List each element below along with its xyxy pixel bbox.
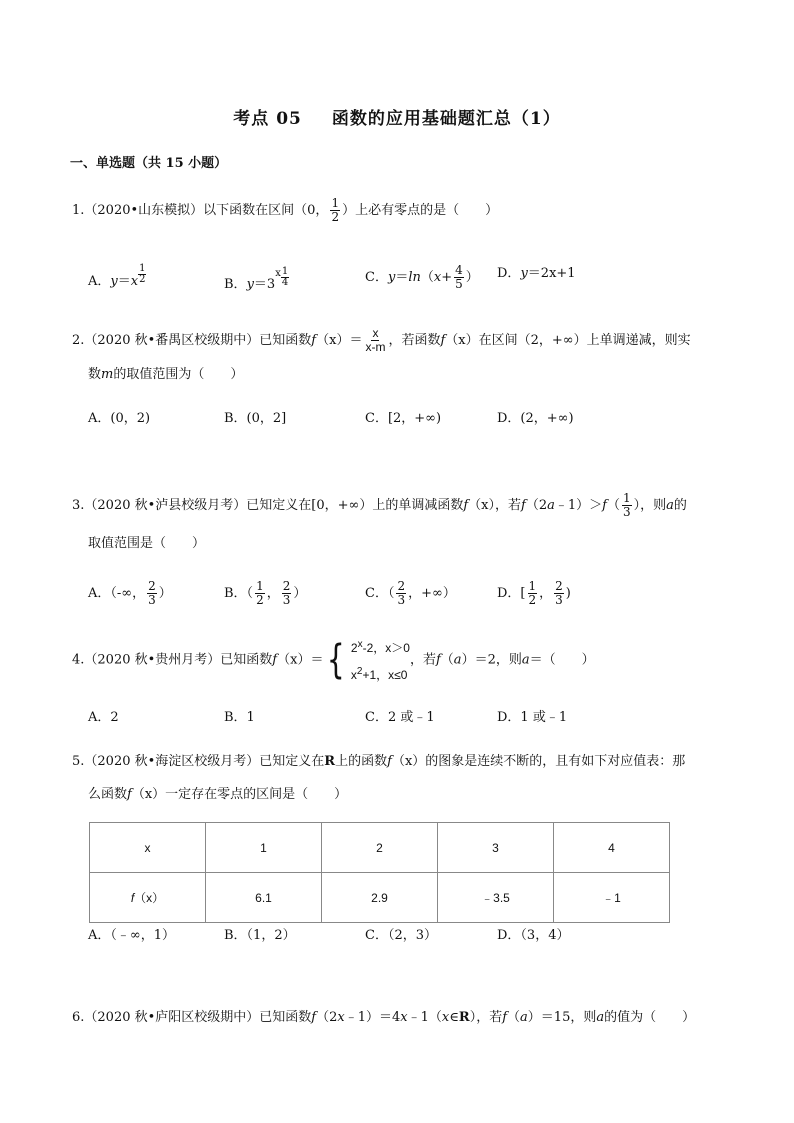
question-1: 1.（2020•山东模拟）以下函数在区间（0， $\frac{1}{2}$ ）上必有零点的是（ ） <box>72 196 499 224</box>
q1-option-d[interactable]: D．y＝2x+1 <box>497 266 576 281</box>
table-cell: 3 <box>438 823 554 873</box>
question-5: 5.（2020 秋•海淀区校级月考）已知定义在R上的函数f（x）的图象是连续不断的，且有如下对应值表：那 <box>72 754 686 769</box>
table-cell: 1 <box>206 823 322 873</box>
q3-option-b[interactable]: B．（ $\frac{1}{2}$ ， $\frac{2}{3}$ ） <box>224 579 307 607</box>
q3-option-c[interactable]: C．（ $\frac{2}{3}$ ，+∞） <box>365 579 456 607</box>
question-4: 4.（2020 秋•贵州月考）已知函数f（x）＝ { 2$^x$-2，x＞0 $x^2+1$，x≤0 ，若f（a）＝2，则a＝（ ） <box>72 633 595 687</box>
q4-option-d[interactable]: D．1 或﹣1 <box>497 710 568 725</box>
q5-option-b[interactable]: B．（1，2） <box>224 928 296 943</box>
section-heading: 一、单选题（共 15 小题） <box>70 156 228 171</box>
q3-option-a[interactable]: A．（-∞， $\frac{2}{3}$ ） <box>88 579 172 607</box>
q3-option-d[interactable]: D．[ $\frac{1}{2}$ ， $\frac{2}{3}$ ) <box>497 579 571 607</box>
table-cell: 2 <box>322 823 438 873</box>
title-sub: 函数的应用基础题汇总（1） <box>331 109 561 129</box>
q2-option-d[interactable]: D．(2，+∞) <box>497 411 574 426</box>
q4-option-c[interactable]: C．2 或﹣1 <box>365 710 435 725</box>
title-main: 考点 05 <box>233 109 302 129</box>
q5-option-c[interactable]: C．（2，3） <box>365 928 437 943</box>
q4-option-b[interactable]: B．1 <box>224 710 255 725</box>
q2-option-b[interactable]: B．(0，2] <box>224 411 287 426</box>
question-3: 3.（2020 秋•泸县校级月考）已知定义在[0，+∞）上的单调减函数f（x），若f（2a﹣1）＞f（ $\frac{1}{3}$ ），则a的 <box>72 491 687 519</box>
table-cell: 6.1 <box>206 873 322 923</box>
page-title <box>0 104 794 129</box>
table-cell: x <box>90 823 206 873</box>
table-cell: 2.9 <box>322 873 438 923</box>
fraction: $\frac{1}{2}$ <box>331 196 340 224</box>
q2-option-a[interactable]: A．(0，2) <box>88 411 151 426</box>
q1-option-b[interactable]: B．$y=3^x$ $\frac{1}{4}$ <box>224 266 289 292</box>
question-5-line2: 么函数f（x）一定存在零点的区间是（ ） <box>88 787 348 802</box>
q5-option-d[interactable]: D．（3，4） <box>497 928 570 943</box>
q2-option-c[interactable]: C．[2，+∞) <box>365 411 442 426</box>
table-cell: 4 <box>554 823 670 873</box>
q4-option-a[interactable]: A．2 <box>88 710 119 725</box>
value-table <box>89 822 670 923</box>
question-2-line2: 数m的取值范围为（ ） <box>88 367 244 382</box>
table-cell: f（x） <box>90 873 206 923</box>
question-6: 6.（2020 秋•庐阳区校级期中）已知函数f（2x﹣1）＝4x﹣1（x∈R），若f（a）＝15，则a的值为（ ） <box>72 1010 696 1025</box>
table-cell: ﹣1 <box>554 873 670 923</box>
q1-option-c[interactable]: C．y＝ln（x+ $\frac{4}{5}$ ） <box>365 263 479 291</box>
table-row <box>90 873 670 923</box>
question-2: 2.（2020 秋•番禺区校级期中）已知函数f（x）＝ $\frac{x}{x-m}$ ，若函数f（x）在区间（2，+∞）上单调递减，则实 <box>72 326 691 354</box>
question-3-line2: 取值范围是（ ） <box>88 536 206 551</box>
table-row <box>90 823 670 873</box>
q1-option-a[interactable]: A．y＝x $\frac{1}{2}$ <box>88 263 146 289</box>
piecewise-function: { 2$^x$-2，x＞0 $x^2+1$，x≤0 <box>327 637 410 683</box>
table-cell: ﹣3.5 <box>438 873 554 923</box>
q5-option-a[interactable]: A．（﹣∞，1） <box>88 928 175 943</box>
